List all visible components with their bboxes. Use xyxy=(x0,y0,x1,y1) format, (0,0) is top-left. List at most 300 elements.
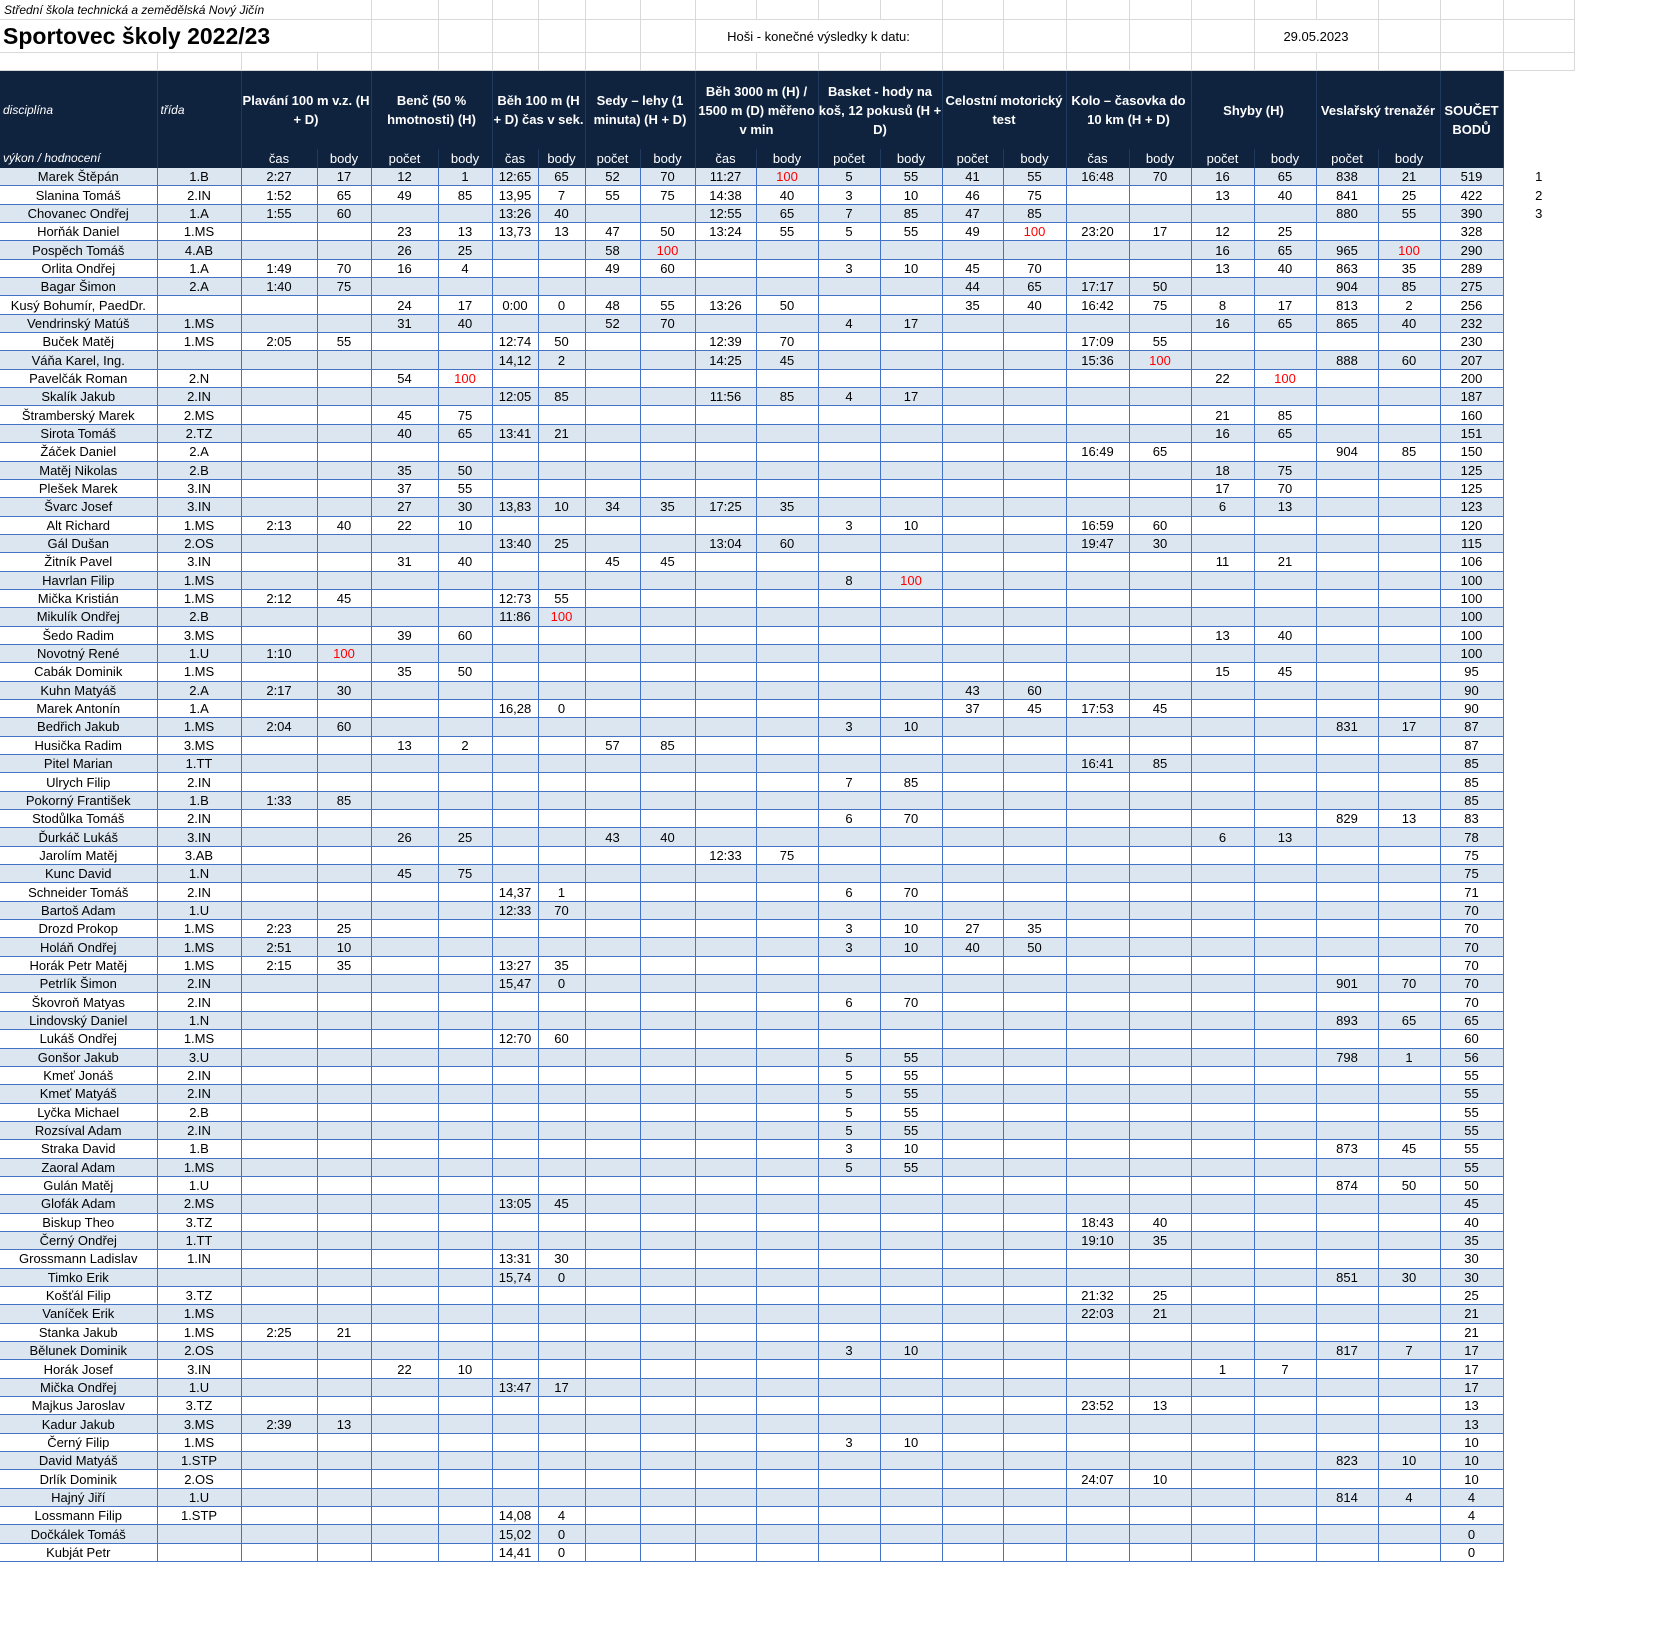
performance-cell[interactable] xyxy=(585,1268,640,1286)
performance-cell[interactable]: 19:10 xyxy=(1066,1231,1129,1249)
points-cell[interactable]: 55 xyxy=(880,1121,942,1139)
points-cell[interactable] xyxy=(756,479,818,497)
points-cell[interactable] xyxy=(438,1305,492,1323)
performance-cell[interactable]: 27 xyxy=(942,920,1003,938)
performance-cell[interactable]: 16,28 xyxy=(492,699,538,717)
performance-cell[interactable] xyxy=(942,1507,1003,1525)
class-cell[interactable]: 3.IN xyxy=(157,498,241,516)
performance-cell[interactable]: 5 xyxy=(818,1048,880,1066)
points-cell[interactable] xyxy=(1378,461,1440,479)
points-cell[interactable]: 60 xyxy=(1129,516,1191,534)
performance-cell[interactable]: 27 xyxy=(371,498,438,516)
athlete-name[interactable]: Horňák Daniel xyxy=(0,223,157,241)
performance-cell[interactable] xyxy=(942,1360,1003,1378)
points-cell[interactable] xyxy=(640,1048,695,1066)
performance-cell[interactable]: 1:52 xyxy=(241,186,317,204)
performance-cell[interactable] xyxy=(371,681,438,699)
total-points[interactable]: 10 xyxy=(1440,1470,1503,1488)
points-cell[interactable] xyxy=(1129,681,1191,699)
performance-cell[interactable] xyxy=(695,1470,756,1488)
points-cell[interactable] xyxy=(1003,828,1066,846)
points-cell[interactable] xyxy=(640,1121,695,1139)
performance-cell[interactable] xyxy=(1191,1085,1254,1103)
points-cell[interactable] xyxy=(640,846,695,864)
points-cell[interactable] xyxy=(1129,1452,1191,1470)
performance-cell[interactable]: 12:73 xyxy=(492,589,538,607)
total-points[interactable]: 55 xyxy=(1440,1085,1503,1103)
performance-cell[interactable] xyxy=(1191,993,1254,1011)
points-cell[interactable] xyxy=(538,1085,585,1103)
points-cell[interactable] xyxy=(1003,534,1066,552)
total-points[interactable]: 200 xyxy=(1440,369,1503,387)
performance-cell[interactable] xyxy=(695,479,756,497)
points-cell[interactable] xyxy=(640,1397,695,1415)
athlete-name[interactable]: Lindovský Daniel xyxy=(0,1011,157,1029)
rank-cell[interactable] xyxy=(1503,1433,1574,1451)
points-cell[interactable] xyxy=(1254,1085,1316,1103)
performance-cell[interactable] xyxy=(241,388,317,406)
points-cell[interactable] xyxy=(317,424,371,442)
athlete-name[interactable]: Černý Filip xyxy=(0,1433,157,1451)
total-points[interactable]: 10 xyxy=(1440,1452,1503,1470)
performance-cell[interactable] xyxy=(492,443,538,461)
performance-cell[interactable]: 2:15 xyxy=(241,956,317,974)
points-cell[interactable]: 10 xyxy=(880,186,942,204)
points-cell[interactable] xyxy=(1378,1543,1440,1561)
points-cell[interactable] xyxy=(756,828,818,846)
performance-cell[interactable] xyxy=(942,846,1003,864)
performance-cell[interactable] xyxy=(695,1543,756,1561)
performance-cell[interactable]: 35 xyxy=(371,461,438,479)
points-cell[interactable]: 10 xyxy=(880,938,942,956)
points-cell[interactable] xyxy=(640,461,695,479)
performance-cell[interactable] xyxy=(1191,1030,1254,1048)
class-cell[interactable]: 1.B xyxy=(157,791,241,809)
points-cell[interactable] xyxy=(538,314,585,332)
athlete-name[interactable]: Pavelčák Roman xyxy=(0,369,157,387)
rank-cell[interactable] xyxy=(1503,516,1574,534)
performance-cell[interactable] xyxy=(818,828,880,846)
performance-cell[interactable] xyxy=(492,681,538,699)
performance-cell[interactable] xyxy=(1316,883,1378,901)
points-cell[interactable]: 75 xyxy=(1003,186,1066,204)
points-cell[interactable] xyxy=(1254,1488,1316,1506)
performance-cell[interactable] xyxy=(1191,755,1254,773)
points-cell[interactable]: 25 xyxy=(438,828,492,846)
points-cell[interactable] xyxy=(1003,1305,1066,1323)
performance-cell[interactable] xyxy=(241,241,317,259)
points-cell[interactable] xyxy=(1129,791,1191,809)
points-cell[interactable] xyxy=(538,479,585,497)
performance-cell[interactable] xyxy=(241,883,317,901)
performance-cell[interactable] xyxy=(492,369,538,387)
total-points[interactable]: 55 xyxy=(1440,1066,1503,1084)
results-date[interactable]: 29.05.2023 xyxy=(1254,20,1378,53)
points-cell[interactable] xyxy=(438,1342,492,1360)
performance-cell[interactable] xyxy=(1316,1305,1378,1323)
points-cell[interactable] xyxy=(640,1488,695,1506)
performance-cell[interactable] xyxy=(1066,204,1129,222)
performance-cell[interactable]: 873 xyxy=(1316,1140,1378,1158)
points-cell[interactable]: 75 xyxy=(317,278,371,296)
points-cell[interactable]: 10 xyxy=(1129,1470,1191,1488)
performance-cell[interactable] xyxy=(1316,1231,1378,1249)
performance-cell[interactable] xyxy=(1191,1176,1254,1194)
performance-cell[interactable] xyxy=(492,1452,538,1470)
points-cell[interactable] xyxy=(640,589,695,607)
points-cell[interactable] xyxy=(1129,663,1191,681)
performance-cell[interactable]: 2:05 xyxy=(241,333,317,351)
points-cell[interactable] xyxy=(756,1286,818,1304)
performance-cell[interactable] xyxy=(241,461,317,479)
points-cell[interactable] xyxy=(756,1415,818,1433)
performance-cell[interactable]: 7 xyxy=(818,204,880,222)
points-cell[interactable] xyxy=(538,1121,585,1139)
total-points[interactable]: 115 xyxy=(1440,534,1503,552)
points-cell[interactable]: 10 xyxy=(880,259,942,277)
performance-cell[interactable] xyxy=(1066,1103,1129,1121)
performance-cell[interactable] xyxy=(942,1030,1003,1048)
points-cell[interactable] xyxy=(1129,883,1191,901)
points-cell[interactable] xyxy=(640,351,695,369)
total-points[interactable]: 55 xyxy=(1440,1158,1503,1176)
performance-cell[interactable] xyxy=(371,956,438,974)
performance-cell[interactable] xyxy=(695,828,756,846)
points-cell[interactable] xyxy=(1129,846,1191,864)
performance-cell[interactable] xyxy=(1191,1397,1254,1415)
performance-cell[interactable] xyxy=(1066,1048,1129,1066)
performance-cell[interactable] xyxy=(695,1030,756,1048)
points-cell[interactable] xyxy=(1003,773,1066,791)
performance-cell[interactable] xyxy=(585,1488,640,1506)
performance-cell[interactable] xyxy=(1191,736,1254,754)
athlete-name[interactable]: Dočkálek Tomáš xyxy=(0,1525,157,1543)
points-cell[interactable]: 13 xyxy=(538,223,585,241)
athlete-name[interactable]: Rozsíval Adam xyxy=(0,1121,157,1139)
points-cell[interactable] xyxy=(1129,388,1191,406)
points-cell[interactable] xyxy=(640,1140,695,1158)
points-cell[interactable] xyxy=(640,1103,695,1121)
performance-cell[interactable] xyxy=(695,241,756,259)
points-cell[interactable] xyxy=(640,1268,695,1286)
points-cell[interactable]: 55 xyxy=(1378,204,1440,222)
points-cell[interactable] xyxy=(317,314,371,332)
performance-cell[interactable] xyxy=(1191,699,1254,717)
performance-cell[interactable] xyxy=(942,424,1003,442)
points-cell[interactable]: 85 xyxy=(1378,443,1440,461)
points-cell[interactable] xyxy=(438,1085,492,1103)
performance-cell[interactable] xyxy=(942,369,1003,387)
class-cell[interactable]: 1.MS xyxy=(157,571,241,589)
class-cell[interactable]: 1.MS xyxy=(157,333,241,351)
performance-cell[interactable] xyxy=(492,1066,538,1084)
performance-cell[interactable] xyxy=(942,1488,1003,1506)
total-points[interactable]: 275 xyxy=(1440,278,1503,296)
performance-cell[interactable] xyxy=(241,1085,317,1103)
points-cell[interactable] xyxy=(880,369,942,387)
athlete-name[interactable]: Žitník Pavel xyxy=(0,553,157,571)
performance-cell[interactable] xyxy=(1066,1085,1129,1103)
rank-cell[interactable] xyxy=(1503,589,1574,607)
total-points[interactable]: 70 xyxy=(1440,901,1503,919)
performance-cell[interactable] xyxy=(1316,663,1378,681)
points-cell[interactable] xyxy=(1129,828,1191,846)
class-cell[interactable]: 1.MS xyxy=(157,1030,241,1048)
performance-cell[interactable] xyxy=(585,901,640,919)
rank-cell[interactable] xyxy=(1503,1250,1574,1268)
points-cell[interactable] xyxy=(438,1470,492,1488)
points-cell[interactable] xyxy=(756,1030,818,1048)
rank-cell[interactable] xyxy=(1503,956,1574,974)
points-cell[interactable] xyxy=(880,1286,942,1304)
points-cell[interactable] xyxy=(756,461,818,479)
points-cell[interactable] xyxy=(1003,883,1066,901)
performance-cell[interactable] xyxy=(942,1342,1003,1360)
performance-cell[interactable]: 13 xyxy=(1191,626,1254,644)
points-cell[interactable] xyxy=(1254,608,1316,626)
points-cell[interactable] xyxy=(756,424,818,442)
points-cell[interactable] xyxy=(1254,736,1316,754)
points-cell[interactable] xyxy=(1129,369,1191,387)
points-cell[interactable] xyxy=(438,204,492,222)
points-cell[interactable] xyxy=(1254,1543,1316,1561)
athlete-name[interactable]: Chovanec Ondřej xyxy=(0,204,157,222)
performance-cell[interactable] xyxy=(241,296,317,314)
points-cell[interactable]: 17 xyxy=(1129,223,1191,241)
points-cell[interactable] xyxy=(1254,920,1316,938)
performance-cell[interactable] xyxy=(695,901,756,919)
points-cell[interactable]: 100 xyxy=(1003,223,1066,241)
performance-cell[interactable] xyxy=(371,1195,438,1213)
performance-cell[interactable]: 3 xyxy=(818,259,880,277)
performance-cell[interactable] xyxy=(695,681,756,699)
class-cell[interactable]: 1.A xyxy=(157,204,241,222)
points-cell[interactable] xyxy=(1378,644,1440,662)
performance-cell[interactable] xyxy=(492,1488,538,1506)
performance-cell[interactable] xyxy=(492,1176,538,1194)
performance-cell[interactable] xyxy=(492,865,538,883)
performance-cell[interactable] xyxy=(492,479,538,497)
performance-cell[interactable] xyxy=(585,975,640,993)
points-cell[interactable] xyxy=(640,571,695,589)
points-cell[interactable] xyxy=(1003,1286,1066,1304)
points-cell[interactable] xyxy=(538,1213,585,1231)
points-cell[interactable] xyxy=(438,956,492,974)
performance-cell[interactable]: 12:33 xyxy=(695,846,756,864)
performance-cell[interactable] xyxy=(492,1397,538,1415)
rank-cell[interactable] xyxy=(1503,1085,1574,1103)
performance-cell[interactable]: 49 xyxy=(371,186,438,204)
performance-cell[interactable] xyxy=(241,1158,317,1176)
total-points[interactable]: 232 xyxy=(1440,314,1503,332)
points-cell[interactable]: 30 xyxy=(1129,534,1191,552)
total-points[interactable]: 45 xyxy=(1440,1195,1503,1213)
class-cell[interactable]: 3.IN xyxy=(157,828,241,846)
class-cell[interactable]: 1.MS xyxy=(157,1158,241,1176)
points-cell[interactable]: 4 xyxy=(538,1507,585,1525)
performance-cell[interactable] xyxy=(492,1231,538,1249)
points-cell[interactable] xyxy=(880,1525,942,1543)
performance-cell[interactable] xyxy=(241,1525,317,1543)
points-cell[interactable] xyxy=(438,1286,492,1304)
points-cell[interactable]: 10 xyxy=(438,1360,492,1378)
performance-cell[interactable]: 2:27 xyxy=(241,168,317,186)
performance-cell[interactable] xyxy=(585,1452,640,1470)
athlete-name[interactable]: Horák Josef xyxy=(0,1360,157,1378)
performance-cell[interactable] xyxy=(1316,223,1378,241)
points-cell[interactable] xyxy=(1003,479,1066,497)
rank-cell[interactable] xyxy=(1503,1048,1574,1066)
performance-cell[interactable]: 904 xyxy=(1316,443,1378,461)
points-cell[interactable]: 100 xyxy=(538,608,585,626)
athlete-name[interactable]: Kmeť Jonáš xyxy=(0,1066,157,1084)
class-cell[interactable]: 1.MS xyxy=(157,938,241,956)
points-cell[interactable] xyxy=(1003,1158,1066,1176)
performance-cell[interactable]: 13 xyxy=(1191,259,1254,277)
performance-cell[interactable]: 13,83 xyxy=(492,498,538,516)
rank-cell[interactable] xyxy=(1503,975,1574,993)
performance-cell[interactable] xyxy=(695,1507,756,1525)
points-cell[interactable] xyxy=(1378,681,1440,699)
performance-cell[interactable] xyxy=(818,296,880,314)
points-cell[interactable] xyxy=(317,1543,371,1561)
points-cell[interactable] xyxy=(438,901,492,919)
performance-cell[interactable] xyxy=(1191,718,1254,736)
performance-cell[interactable] xyxy=(1066,938,1129,956)
rank-cell[interactable] xyxy=(1503,424,1574,442)
points-cell[interactable] xyxy=(1378,1213,1440,1231)
points-cell[interactable] xyxy=(1003,1360,1066,1378)
points-cell[interactable]: 25 xyxy=(538,534,585,552)
class-cell[interactable]: 2.A xyxy=(157,443,241,461)
points-cell[interactable]: 35 xyxy=(756,498,818,516)
points-cell[interactable]: 75 xyxy=(640,186,695,204)
performance-cell[interactable] xyxy=(1066,388,1129,406)
performance-cell[interactable] xyxy=(585,993,640,1011)
performance-cell[interactable] xyxy=(241,534,317,552)
points-cell[interactable] xyxy=(438,1030,492,1048)
points-cell[interactable] xyxy=(640,1360,695,1378)
total-points[interactable]: 328 xyxy=(1440,223,1503,241)
points-cell[interactable] xyxy=(317,1452,371,1470)
rank-cell[interactable] xyxy=(1503,828,1574,846)
points-cell[interactable] xyxy=(538,1470,585,1488)
points-cell[interactable] xyxy=(1378,699,1440,717)
performance-cell[interactable] xyxy=(818,589,880,607)
points-cell[interactable] xyxy=(438,975,492,993)
points-cell[interactable] xyxy=(1254,1066,1316,1084)
athlete-name[interactable]: Bělunek Dominik xyxy=(0,1342,157,1360)
points-cell[interactable]: 85 xyxy=(538,388,585,406)
performance-cell[interactable] xyxy=(1191,1066,1254,1084)
class-cell[interactable]: 2.IN xyxy=(157,186,241,204)
performance-cell[interactable] xyxy=(1191,773,1254,791)
performance-cell[interactable] xyxy=(695,1011,756,1029)
total-points[interactable]: 70 xyxy=(1440,938,1503,956)
athlete-name[interactable]: Sirota Tomáš xyxy=(0,424,157,442)
rank-cell[interactable] xyxy=(1503,1507,1574,1525)
athlete-name[interactable]: Horák Petr Matěj xyxy=(0,956,157,974)
points-cell[interactable]: 2 xyxy=(538,351,585,369)
points-cell[interactable] xyxy=(438,1140,492,1158)
performance-cell[interactable]: 13,95 xyxy=(492,186,538,204)
performance-cell[interactable] xyxy=(1066,1140,1129,1158)
class-cell[interactable]: 1.STP xyxy=(157,1452,241,1470)
points-cell[interactable] xyxy=(1254,1470,1316,1488)
performance-cell[interactable] xyxy=(585,1286,640,1304)
points-cell[interactable]: 60 xyxy=(317,718,371,736)
points-cell[interactable] xyxy=(1254,1415,1316,1433)
rank-cell[interactable] xyxy=(1503,810,1574,828)
performance-cell[interactable] xyxy=(585,773,640,791)
points-cell[interactable]: 45 xyxy=(1378,1140,1440,1158)
performance-cell[interactable] xyxy=(695,773,756,791)
points-cell[interactable]: 55 xyxy=(640,296,695,314)
points-cell[interactable] xyxy=(1254,534,1316,552)
points-cell[interactable] xyxy=(538,571,585,589)
performance-cell[interactable]: 40 xyxy=(942,938,1003,956)
athlete-name[interactable]: Novotný René xyxy=(0,644,157,662)
performance-cell[interactable] xyxy=(695,1231,756,1249)
performance-cell[interactable] xyxy=(695,975,756,993)
points-cell[interactable] xyxy=(538,681,585,699)
performance-cell[interactable] xyxy=(1066,1378,1129,1396)
points-cell[interactable] xyxy=(1254,1213,1316,1231)
class-cell[interactable]: 2.B xyxy=(157,608,241,626)
performance-cell[interactable] xyxy=(585,883,640,901)
rank-cell[interactable] xyxy=(1503,755,1574,773)
points-cell[interactable]: 25 xyxy=(1129,1286,1191,1304)
athlete-name[interactable]: Lyčka Michael xyxy=(0,1103,157,1121)
total-points[interactable]: 0 xyxy=(1440,1543,1503,1561)
points-cell[interactable] xyxy=(1378,589,1440,607)
performance-cell[interactable]: 1:49 xyxy=(241,259,317,277)
points-cell[interactable] xyxy=(1254,1397,1316,1415)
performance-cell[interactable] xyxy=(1191,1158,1254,1176)
performance-cell[interactable] xyxy=(585,516,640,534)
points-cell[interactable] xyxy=(1129,1030,1191,1048)
performance-cell[interactable] xyxy=(371,204,438,222)
class-cell[interactable]: 1.U xyxy=(157,1378,241,1396)
performance-cell[interactable] xyxy=(1191,1231,1254,1249)
points-cell[interactable] xyxy=(1003,791,1066,809)
points-cell[interactable] xyxy=(1378,846,1440,864)
performance-cell[interactable] xyxy=(585,1305,640,1323)
performance-cell[interactable]: 851 xyxy=(1316,1268,1378,1286)
performance-cell[interactable]: 43 xyxy=(585,828,640,846)
performance-cell[interactable] xyxy=(1191,681,1254,699)
performance-cell[interactable] xyxy=(1191,1342,1254,1360)
points-cell[interactable] xyxy=(756,1488,818,1506)
points-cell[interactable] xyxy=(1003,553,1066,571)
performance-cell[interactable] xyxy=(1066,993,1129,1011)
performance-cell[interactable] xyxy=(492,1415,538,1433)
performance-cell[interactable] xyxy=(1066,1525,1129,1543)
rank-cell[interactable] xyxy=(1503,681,1574,699)
performance-cell[interactable] xyxy=(492,1323,538,1341)
performance-cell[interactable] xyxy=(942,1543,1003,1561)
class-cell[interactable]: 3.MS xyxy=(157,1415,241,1433)
points-cell[interactable] xyxy=(1129,1103,1191,1121)
points-cell[interactable] xyxy=(538,626,585,644)
performance-cell[interactable]: 12:70 xyxy=(492,1030,538,1048)
performance-cell[interactable]: 37 xyxy=(942,699,1003,717)
rank-cell[interactable] xyxy=(1503,644,1574,662)
athlete-name[interactable]: Šedo Radim xyxy=(0,626,157,644)
performance-cell[interactable]: 6 xyxy=(1191,498,1254,516)
total-points[interactable]: 21 xyxy=(1440,1305,1503,1323)
performance-cell[interactable]: 1:33 xyxy=(241,791,317,809)
